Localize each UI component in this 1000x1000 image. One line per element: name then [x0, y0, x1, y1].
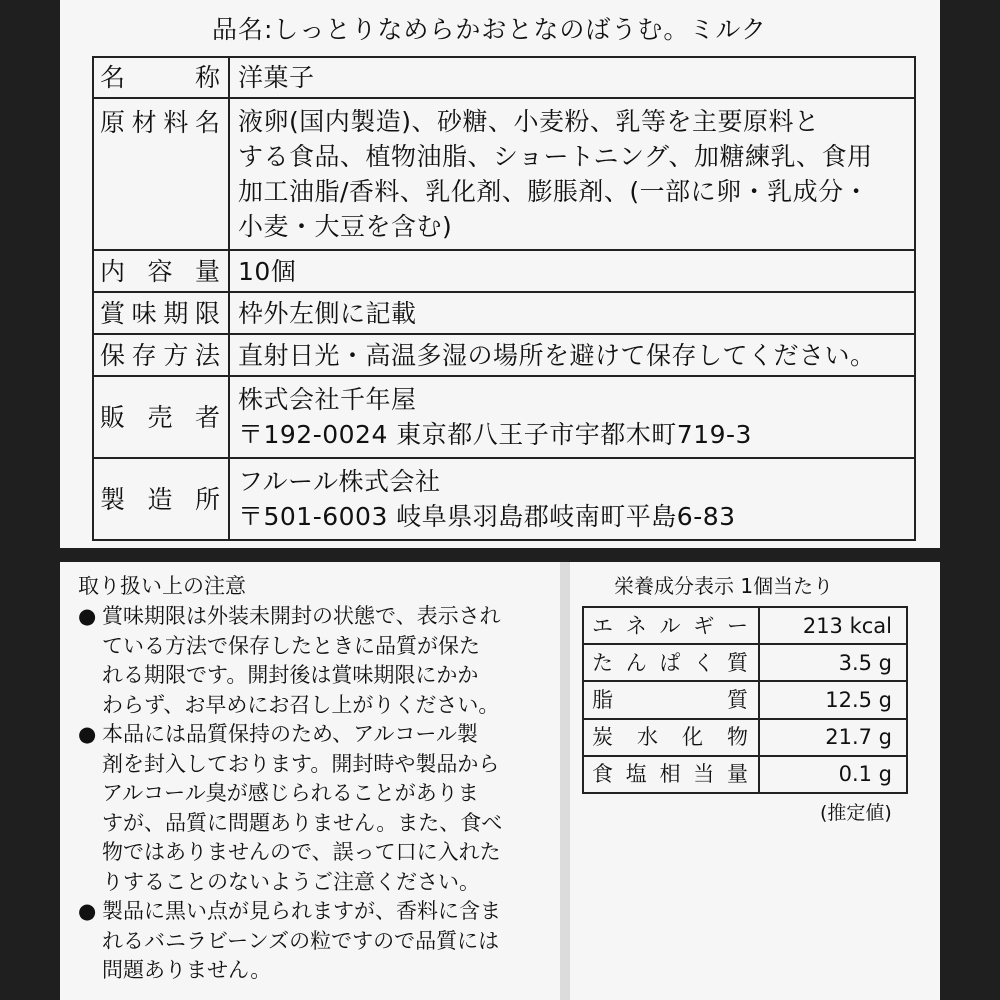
estimated-value-note: (推定値)	[820, 802, 892, 824]
label-value-quantity: 10個	[229, 250, 915, 292]
product-title: 品名:しっとりなめらかおとなのばうむ。ミルク	[212, 15, 767, 44]
package-edge-left	[0, 0, 60, 1000]
nutrition-key: 炭水化物	[583, 719, 759, 756]
note-item: ● 製品に黒い点が見られますが、香料に含ま れるバニラビーンズの粒ですので品質には 問題ありません。	[78, 899, 501, 982]
note-item: ● 本品には品質保持のため、アルコール製 剤を封入しております。開封時や製品から アルコール臭が感じられることがありま すが、品質に問題ありません。また、食べ 物ではありませんので、誤って口に入れた りすることのないようご注意ください。	[78, 722, 503, 894]
note-item: ● 賞味期限は外装未開封の状態で、表示され ている方法で保存したときに品質が保た れる期限です。開封後は賞味期限にかか わらず、お早めにお召し上がりください。	[78, 604, 501, 717]
nutrition-value: 0.1 g	[759, 756, 907, 793]
table-row	[93, 292, 915, 334]
label-value-best-before: 枠外左側に記載	[229, 292, 915, 334]
package-strip-middle	[0, 548, 1000, 562]
label-value-storage: 直射日光・高温多湿の場所を避けて保存してください。	[229, 334, 915, 376]
table-row	[93, 250, 915, 292]
label-key-quantity: 内容量	[93, 250, 229, 292]
nutrition-key: 食塩相当量	[583, 756, 759, 793]
table-row	[93, 458, 915, 540]
nutrition-key: エネルギー	[583, 607, 759, 644]
bullet-icon: ●	[78, 722, 97, 746]
label-key-ingredients: 原材料名	[93, 98, 229, 250]
nutrition-value: 3.5 g	[759, 644, 907, 681]
nutrition-key: たんぱく質	[583, 644, 759, 681]
label-key-name: 名称	[93, 57, 229, 98]
label-key-storage: 保存方法	[93, 334, 229, 376]
label-value-ingredients: 液卵(国内製造)、砂糖、小麦粉、乳等を主要原料と する食品、植物油脂、ショートニング、加糖練乳、食用 加工油脂/香料、乳化剤、膨脹剤、(一部に卵・乳成分・ 小麦・大豆を含む)	[229, 98, 915, 250]
nutrition-key: 脂質	[583, 681, 759, 718]
table-row	[583, 719, 907, 756]
bullet-icon: ●	[78, 604, 97, 628]
ingredients-table	[92, 56, 916, 541]
table-row	[583, 681, 907, 718]
label-key-seller: 販売者	[93, 376, 229, 458]
handling-notes-title: 取り扱い上の注意	[78, 574, 246, 598]
nutrition-value: 213 kcal	[759, 607, 907, 644]
label-value-name: 洋菓子	[229, 57, 915, 98]
table-row	[93, 57, 915, 98]
label-key-best-before: 賞味期限	[93, 292, 229, 334]
nutrition-value: 21.7 g	[759, 719, 907, 756]
table-row	[93, 98, 915, 250]
package-edge-right	[940, 0, 1000, 1000]
nutrition-title: 栄養成分表示 1個当たり	[614, 574, 834, 598]
table-row	[93, 376, 915, 458]
label-value-manufacturer: フルール株式会社 〒501-6003 岐阜県羽島郡岐南町平島6-83	[229, 458, 915, 540]
nutrition-value: 12.5 g	[759, 681, 907, 718]
table-row	[93, 334, 915, 376]
bullet-icon: ●	[78, 899, 97, 923]
table-row	[583, 756, 907, 793]
table-row	[583, 607, 907, 644]
label-value-seller: 株式会社千年屋 〒192-0024 東京都八王子市宇都木町719-3	[229, 376, 915, 458]
label-key-manufacturer: 製造所	[93, 458, 229, 540]
table-row	[583, 644, 907, 681]
nutrition-table	[582, 606, 908, 794]
handling-notes	[78, 602, 558, 986]
